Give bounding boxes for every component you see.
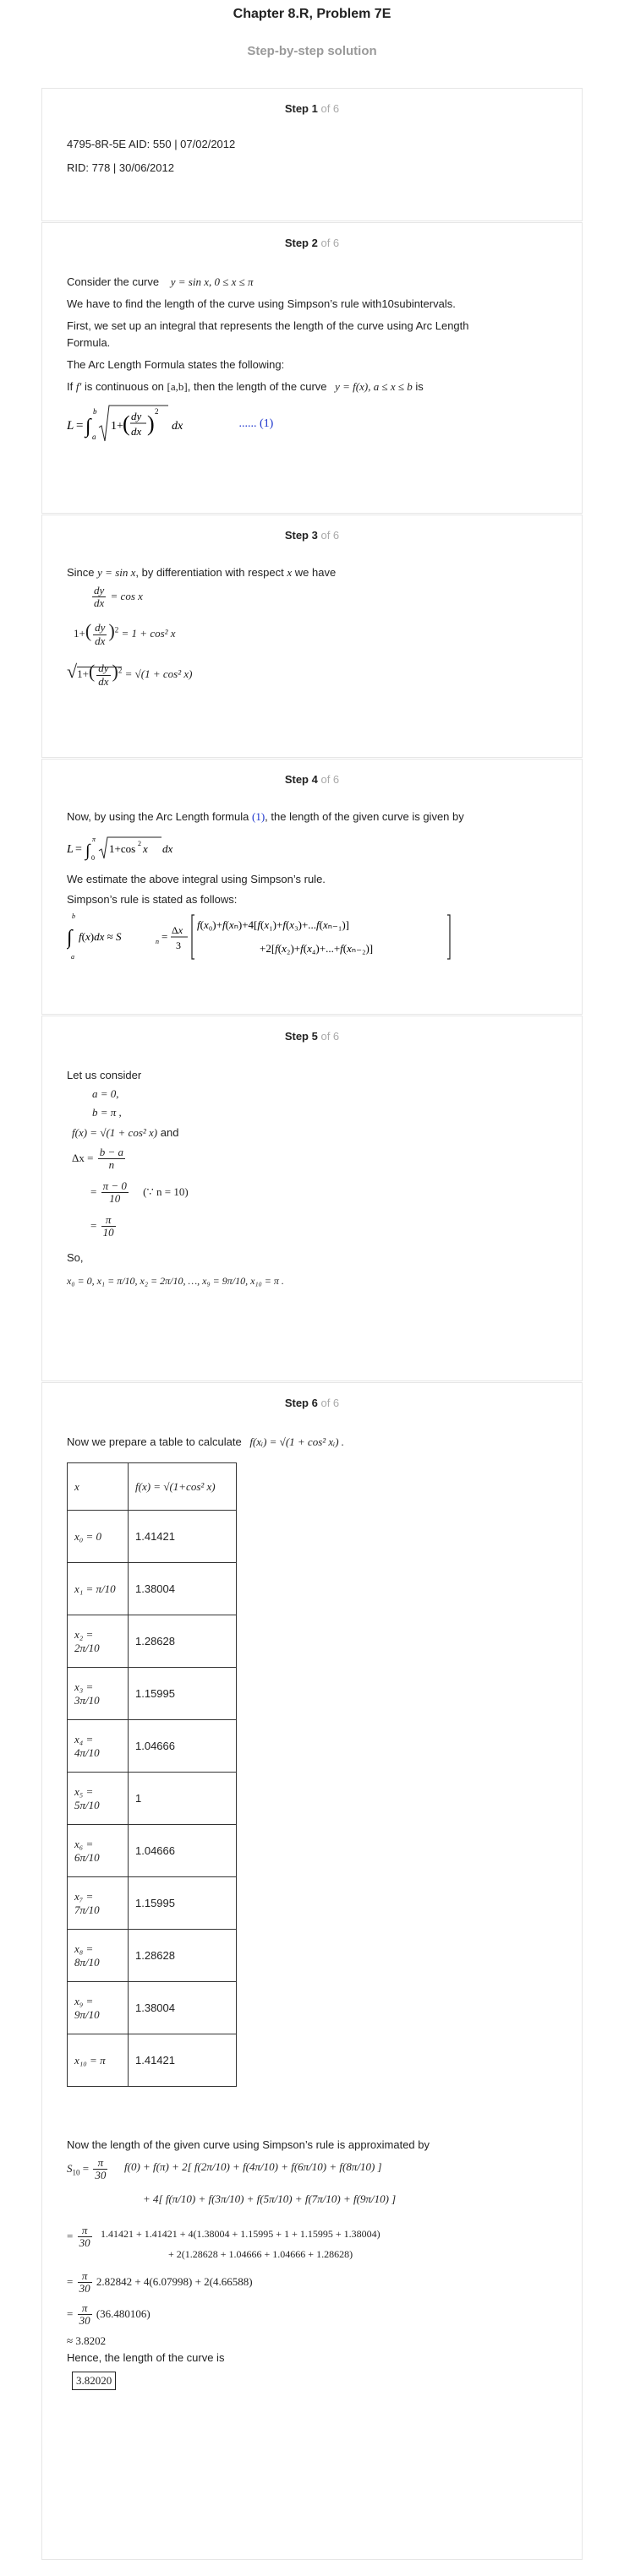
table-cell-f: 1.28628 (129, 1930, 237, 1982)
svg-text:a: a (71, 953, 74, 961)
table-cell-f: 1.04666 (129, 1720, 237, 1773)
svg-text:∫: ∫ (85, 416, 91, 438)
step5-dx-label: Δx = (72, 1151, 94, 1164)
step5-dx: Δx = $\frac{b - a}{n}$ (72, 1146, 123, 1172)
step2-if: If (67, 380, 74, 393)
step2-curve-general: y = f(x), a ≤ x ≤ b (335, 380, 413, 393)
simpson-step4: = $\frac{\pi}{30}$ (36.480106) (67, 2301, 151, 2328)
step3-rest: , by differentiation with respect (135, 566, 284, 579)
table-row (68, 1511, 237, 1563)
table-cell-f: 1.15995 (129, 1668, 237, 1720)
table-row (68, 1668, 237, 1720)
step5-dx3: = $\frac{\pi}{10}$ (90, 1213, 114, 1239)
simpsons-rule-formula (67, 910, 464, 967)
simpson-approx: ≈ 3.8202 (67, 2334, 107, 2347)
simpson-sum-line2: + 4[ f(π/10) + f(3π/10) + f(5π/10) + f(7π/10) + f(9π/10) ] (143, 2192, 397, 2205)
simpson-values: = $\frac{\pi}{30}$ (67, 2224, 90, 2250)
table-cell-x: x₅ = 5π/10 (68, 1773, 129, 1825)
final-answer: 3.82020 (72, 2372, 116, 2390)
svg-text:dx: dx (172, 420, 183, 433)
svg-text:a: a (92, 433, 96, 441)
step6-intro-f: f(xᵢ) = √(1 + cos² xᵢ) . (249, 1435, 345, 1448)
table-cell-x: x₆ = 6π/10 (68, 1825, 129, 1877)
step4-p1c: , the length of the given curve is given by (265, 810, 464, 823)
step-2-card (41, 222, 583, 514)
table-cell-f: 1.38004 (129, 1982, 237, 2034)
table-cell-x: x₃ = 3π/10 (68, 1668, 129, 1720)
table-cell-f: 1.04666 (129, 1825, 237, 1877)
svg-text:dy: dy (131, 410, 142, 422)
table-row (68, 1615, 237, 1668)
step3-derivative: $\frac{dy}{dx}$ = cos x (94, 584, 143, 610)
table-row (68, 1773, 237, 1825)
table-row (68, 1982, 237, 2034)
step3-have: we have (294, 566, 337, 579)
table-row (68, 1563, 237, 1615)
simpson-values-line1: 1.41421 + 1.41421 + 4(1.38004 + 1.15995 + 1 + 1.15995 + 1.38004) (101, 2228, 380, 2240)
svg-text:b: b (93, 407, 97, 416)
step5-b: b = π , (92, 1106, 122, 1119)
step5-f: f(x) = √(1 + cos² x) (72, 1126, 158, 1139)
step5-a: a = 0, (92, 1087, 119, 1100)
table-cell-x: x₀ = 0 (68, 1511, 129, 1563)
table-cell-f: 1.28628 (129, 1615, 237, 1668)
svg-text:+2[f(x₂)+f(x₄)+...+f(xₙ₋₂)]: +2[f(x₂)+f(x₄)+...+f(xₙ₋₂)] (260, 942, 374, 955)
table-header-f: f(x) = √(1+cos² x) (129, 1463, 237, 1511)
svg-text:∫: ∫ (85, 841, 90, 860)
table-cell-f: 1.38004 (129, 1563, 237, 1615)
step2-then: , then the length of the curve (187, 380, 327, 393)
step2-is: is (415, 380, 424, 393)
table-cell-x: x₁₀ = π (68, 2034, 129, 2087)
step3-squared: 1+( $\frac{dy}{dx}$ )$^2$ = 1 + cos² x (74, 620, 176, 647)
step-5-card (41, 1016, 583, 1381)
step2-p2a: First, we set up an integral that represents the length of the curve using Arc Length (67, 319, 469, 332)
svg-text:2: 2 (155, 407, 159, 416)
simpson-step4-value: (36.480106) (96, 2306, 151, 2320)
step2-fprime: f′ (75, 380, 82, 393)
step2-p2b: Formula. (67, 336, 111, 349)
table-cell-x: x₁ = π/10 (68, 1563, 129, 1615)
simpson-step3-value: 2.82842 + 4(6.07998) + 2(4.66588) (96, 2274, 253, 2288)
simpson-sum-line1: f(0) + f(π) + 2[ f(2π/10) + f(4π/10) + f(6π/10) + f(8π/10) ] (124, 2160, 382, 2173)
step2-p3: The Arc Length Formula states the following: (67, 358, 285, 371)
step3-r2: = √(1 + cos² x) (124, 667, 193, 680)
table-cell-x: x₄ = 4π/10 (68, 1720, 129, 1773)
step5-dx2: = $\frac{\pi - 0}{10}$ (∵ n = 10) (90, 1179, 189, 1206)
svg-text:dx: dx (162, 842, 173, 855)
table-cell-x: x₉ = 9π/10 (68, 1982, 129, 2034)
step5-so: So, (67, 1251, 84, 1264)
svg-text:=: = (161, 930, 168, 943)
step3-r1: = 1 + cos² x (121, 627, 176, 640)
svg-text:L: L (67, 843, 74, 856)
step-4-card (41, 759, 583, 1015)
step3-eq: y = sin x (97, 566, 136, 579)
svg-text:): ) (147, 411, 155, 436)
simpson-step3: = $\frac{\pi}{30}$ 2.82842 + 4(6.07998) + 2(4.66588) (67, 2269, 253, 2296)
table-cell-x: x₂ = 2π/10 (68, 1615, 129, 1668)
step-1-title: Step 1 of 6 (284, 102, 340, 115)
simpson-values-line2: + 2(1.28628 + 1.04666 + 1.04666 + 1.28628) (168, 2248, 353, 2260)
table-cell-x: x₇ = 7π/10 (68, 1877, 129, 1930)
svg-text:1+: 1+ (111, 420, 123, 433)
aid-text: 4795-8R-5E AID: 550 | 07/02/2012 (67, 138, 236, 150)
svg-text:0: 0 (91, 854, 95, 862)
table-header-x: x (68, 1463, 129, 1511)
equation-ref-1: ...... (1) (238, 417, 274, 431)
page-title: Chapter 8.R, Problem 7E (233, 7, 391, 21)
step-3-card (41, 515, 583, 758)
arc-length-formula (67, 402, 273, 446)
step3-x: x (287, 566, 293, 579)
svg-text:L: L (67, 419, 74, 433)
step2-interval: [a,b] (167, 380, 188, 393)
step-5-title: Step 5 of 6 (284, 1030, 340, 1043)
step-2-title: Step 2 of 6 (284, 237, 340, 249)
step3-since: Since (67, 566, 95, 579)
table-cell-f: 1.41421 (129, 2034, 237, 2087)
table-cell-f: 1 (129, 1773, 237, 1825)
step4-p3: Simpson’s rule is stated as follows: (67, 893, 238, 906)
simpson-sum: $S_{10}$ = $\frac{\pi}{30}$ (67, 2156, 107, 2182)
step5-n: (∵ n = 10) (143, 1185, 189, 1198)
step4-p2: We estimate the above integral using Simpson’s rule. (67, 873, 326, 885)
svg-text:f(x₀)+f(xₙ)+4[f(x₁)+f(x₃)+...f: f(x₀)+f(xₙ)+4[f(x₁)+f(x₃)+...f(xₙ₋₁)] (197, 918, 350, 931)
table-header-row (68, 1463, 237, 1511)
values-table (67, 1462, 237, 2087)
step2-consider: Consider the curve (67, 275, 160, 288)
svg-text:2: 2 (138, 840, 141, 847)
svg-text:1+cos: 1+cos (109, 842, 136, 855)
step3-root: √1+( $\frac{dy}{dx}$ )$^2$ = √(1 + cos² x) (67, 661, 193, 688)
step3-cos: = cos x (110, 589, 143, 602)
svg-text:f(x)dx ≈ S: f(x)dx ≈ S (79, 930, 122, 943)
svg-text:Δx: Δx (172, 924, 183, 936)
step-6-title: Step 6 of 6 (284, 1397, 340, 1409)
table-row (68, 1720, 237, 1773)
rid-text: RID: 778 | 30/06/2012 (67, 161, 174, 174)
svg-text:b: b (72, 912, 75, 920)
svg-text:n: n (156, 938, 159, 945)
page-subtitle: Step-by-step solution (247, 44, 377, 58)
step2-p1: We have to find the length of the curve using Simpson’s rule with10subintervals. (67, 297, 456, 310)
svg-text:=: = (76, 419, 84, 433)
table-row (68, 1877, 237, 1930)
table-cell-f: 1.41421 (129, 1511, 237, 1563)
table-cell-x: x₈ = 8π/10 (68, 1930, 129, 1982)
step5-xs: x₀ = 0, x₁ = π/10, x₂ = 2π/10, …, x₉ = 9π/10, x₁₀ = π . (67, 1275, 284, 1287)
svg-text:3: 3 (176, 939, 181, 951)
table-row (68, 2034, 237, 2087)
step2-curve: y = sin x, 0 ≤ x ≤ π (170, 275, 254, 288)
step5-let: Let us consider (67, 1069, 142, 1081)
step-4-title: Step 4 of 6 (284, 773, 340, 786)
step-6-card (41, 1382, 583, 2560)
step-1-card (41, 88, 583, 221)
svg-text:π: π (92, 836, 96, 843)
svg-text:=: = (75, 843, 82, 856)
svg-text:x: x (143, 842, 148, 855)
step-3-title: Step 3 of 6 (284, 529, 340, 542)
step6-approx: Now the length of the given curve using Simpson’s rule is approximated by (67, 2138, 430, 2151)
svg-text:(: ( (123, 411, 130, 436)
svg-text:dx: dx (131, 425, 142, 438)
table-cell-f: 1.15995 (129, 1877, 237, 1930)
step4-ref: (1) (251, 810, 265, 823)
step6-hence: Hence, the length of the curve is (67, 2351, 225, 2364)
step2-continuous: is continuous on (84, 380, 164, 393)
svg-text:∫: ∫ (67, 927, 73, 949)
table-row (68, 1825, 237, 1877)
step4-p1a: Now, by using the Arc Length formula (67, 810, 249, 823)
step6-intro: Now we prepare a table to calculate (67, 1435, 242, 1448)
step4-integral (67, 834, 202, 865)
step5-and: and (160, 1126, 179, 1139)
table-row (68, 1930, 237, 1982)
